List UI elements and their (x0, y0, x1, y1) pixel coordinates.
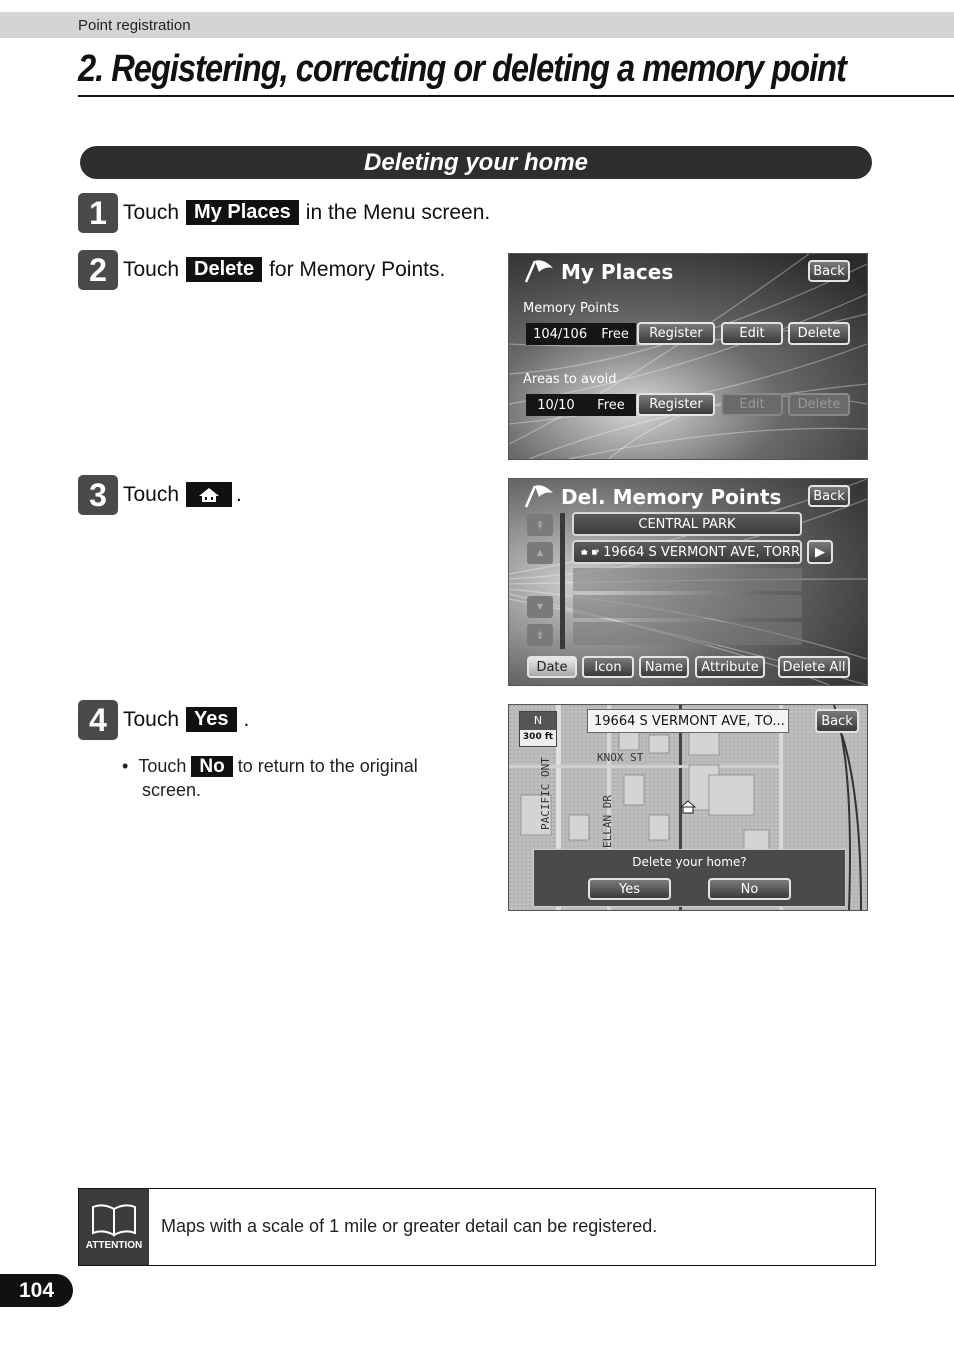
street-label-ellan: ELLAN DR (601, 795, 614, 848)
step-number-3: 3 (78, 475, 118, 515)
header-section-label: Point registration (78, 17, 191, 34)
attention-icon-box (79, 1189, 149, 1265)
bullet-dot: • (122, 756, 139, 776)
my-places-screen (508, 253, 868, 460)
memory-points-label: Memory Points (523, 301, 620, 316)
street-label-knox: KNOX ST (597, 751, 644, 764)
memory-edit-button[interactable]: Edit (721, 322, 783, 345)
areas-count-value: 10/10 (537, 397, 575, 413)
areas-register-button[interactable]: Register (637, 393, 715, 416)
memory-delete-button[interactable]: Delete (788, 322, 850, 345)
step-number-4: 4 (78, 700, 118, 740)
no-key: No (191, 756, 232, 777)
bullet-post: to return to the original (237, 756, 418, 776)
section-heading-text: Deleting your home (363, 148, 589, 176)
book-icon (91, 1203, 137, 1237)
step-4-bullet (122, 756, 418, 778)
back-button[interactable]: Back (815, 709, 859, 733)
address-label: 19664 S VERMONT AVE, TO... (587, 709, 789, 733)
sort-icon-tab[interactable]: Icon (582, 656, 634, 678)
section-heading (80, 146, 872, 179)
delete-home-dialog (533, 849, 846, 907)
step-3-instruction (123, 482, 242, 507)
streak-background (509, 254, 867, 459)
step-4-post: . (243, 707, 250, 731)
flag-icon (523, 258, 555, 284)
step-4-instruction (123, 707, 249, 732)
areas-free-label: Free (597, 397, 625, 413)
step-2-instruction (123, 257, 445, 282)
north-arrow-icon: N (520, 712, 556, 730)
memory-count-value: 104/106 (533, 326, 588, 342)
screen-title: Del. Memory Points (561, 485, 782, 509)
page-down-icon: ⇟ (527, 624, 553, 646)
bullet-pre: Touch (138, 756, 187, 776)
delete-all-button[interactable]: Delete All (778, 656, 850, 678)
step-4-pre: Touch (123, 707, 180, 731)
back-button[interactable]: Back (808, 485, 850, 507)
empty-row (573, 568, 802, 591)
attention-text: Maps with a scale of 1 mile or greater detail can be registered. (161, 1216, 658, 1236)
memory-icon (591, 546, 600, 558)
step-2-post: for Memory Points. (269, 257, 446, 281)
empty-row (573, 595, 802, 618)
sort-attribute-tab[interactable]: Attribute (695, 656, 765, 678)
memory-point-row-2-text: 19664 S VERMONT AVE, TORR (603, 544, 800, 560)
yes-key: Yes (186, 707, 236, 732)
home-location-icon (680, 800, 696, 814)
attention-note (78, 1188, 876, 1266)
home-icon (186, 482, 232, 507)
memory-point-row-2[interactable] (572, 540, 802, 564)
map-confirm-screen (508, 704, 868, 911)
dialog-yes-button[interactable]: Yes (588, 878, 671, 900)
page-number: 104 (0, 1274, 73, 1307)
step-number-1: 1 (78, 193, 118, 233)
empty-row (573, 622, 802, 645)
sort-name-tab[interactable]: Name (639, 656, 689, 678)
step-1-instruction (123, 200, 490, 225)
step-2-pre: Touch (123, 257, 180, 281)
back-button[interactable]: Back (808, 260, 850, 282)
compass-scale-box[interactable] (519, 711, 557, 747)
screen-title: My Places (561, 260, 674, 284)
sort-date-tab[interactable]: Date (527, 656, 577, 678)
delete-memory-points-screen (508, 478, 868, 686)
attention-label: ATTENTION (85, 1240, 143, 1251)
areas-edit-button: Edit (721, 393, 783, 416)
map-scale: 300 ft (522, 732, 554, 742)
my-places-key: My Places (186, 200, 299, 225)
bullet-post-2: screen. (142, 780, 202, 800)
memory-free-label: Free (601, 326, 629, 342)
dialog-prompt: Delete your home? (632, 855, 747, 869)
areas-to-avoid-label: Areas to avoid (523, 372, 617, 387)
step-number-2: 2 (78, 250, 118, 290)
play-arrow-icon[interactable]: ▶ (807, 540, 833, 564)
step-3-pre: Touch (123, 482, 180, 506)
memory-register-button[interactable]: Register (637, 322, 715, 345)
home-icon (580, 546, 589, 558)
street-label-pacific: PACIFIC ONT (539, 757, 552, 830)
scroll-up-icon: ▲ (527, 542, 553, 564)
areas-delete-button: Delete (788, 393, 850, 416)
title-rule (78, 95, 954, 97)
step-3-post: . (236, 482, 242, 506)
scrollbar[interactable] (560, 513, 565, 649)
flag-icon (523, 483, 555, 509)
delete-key: Delete (186, 257, 262, 282)
dialog-no-button[interactable]: No (708, 878, 791, 900)
page-title: 2. Registering, correcting or deleting a memory point (78, 48, 846, 90)
page-up-icon: ⇞ (527, 514, 553, 536)
areas-count (526, 394, 636, 416)
step-1-post: in the Menu screen. (305, 200, 491, 224)
memory-points-count (526, 323, 636, 345)
memory-point-row-1[interactable]: CENTRAL PARK (572, 512, 802, 536)
step-1-pre: Touch (123, 200, 180, 224)
scroll-down-icon: ▼ (527, 596, 553, 618)
